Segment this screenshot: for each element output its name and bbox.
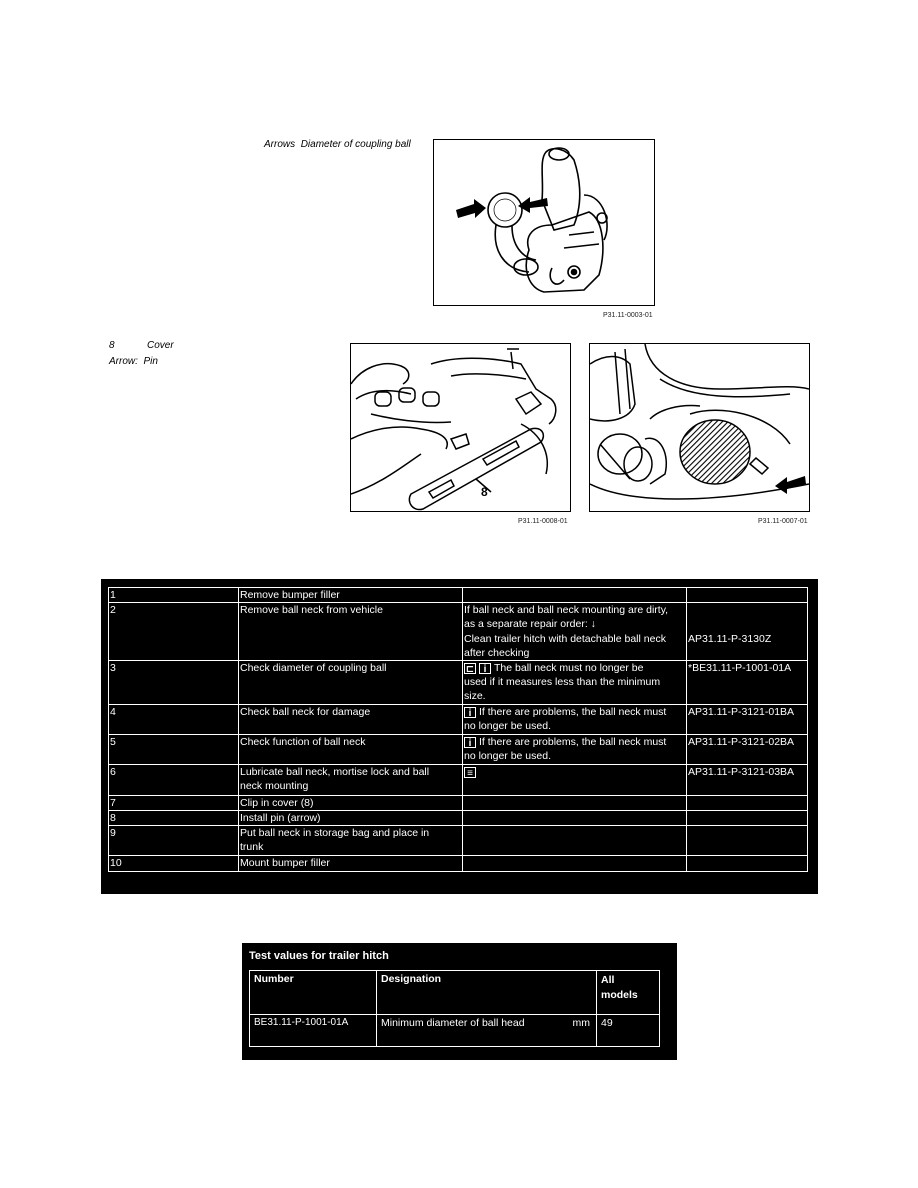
- step-number: 2: [109, 603, 239, 661]
- step-reference[interactable]: AP31.11-P-3121-02BA: [687, 734, 808, 764]
- unit-label: mm: [572, 1017, 590, 1029]
- lubricant-icon: ≡: [464, 767, 476, 778]
- note-line: If ball neck and ball neck mounting are dirty,: [464, 604, 669, 617]
- info-icon: i: [464, 707, 476, 718]
- table-header-row: [250, 971, 660, 1015]
- coupling-ball-illustration: [433, 139, 655, 306]
- step-reference: [687, 603, 808, 661]
- legend-pin: [109, 356, 158, 367]
- step-line: Lubricate ball neck, mortise lock and ball: [240, 765, 430, 778]
- test-value: 49: [597, 1015, 660, 1047]
- step-number: 7: [109, 795, 239, 810]
- step-note: [463, 810, 687, 825]
- step-note: [463, 826, 687, 856]
- step-number: 1: [109, 588, 239, 603]
- step-action: Clip in cover (8): [239, 795, 463, 810]
- step-reference: [687, 826, 808, 856]
- step-line: neck mounting: [240, 779, 309, 792]
- note-line: used if it measures less than the minimum: [464, 676, 661, 689]
- table-row: [109, 795, 808, 810]
- legend-cover: [109, 340, 174, 351]
- legend-cover-text: Cover: [147, 340, 174, 351]
- step-note: [463, 764, 687, 795]
- col-number-header: Number: [250, 971, 377, 1015]
- legend-pin-key: Arrow:: [109, 356, 138, 367]
- all-models-line2: models: [601, 989, 638, 1001]
- col-all-models-header: [597, 971, 660, 1015]
- step-action: Check ball neck for damage: [239, 704, 463, 734]
- note-line: no longer be used.: [464, 719, 551, 732]
- test-designation: [377, 1015, 597, 1047]
- step-reference[interactable]: AP31.11-P-3121-03BA: [687, 764, 808, 795]
- callout-8: 8: [481, 485, 488, 499]
- figure1-caption-key: Arrows: [264, 139, 296, 150]
- step-reference: [687, 856, 808, 872]
- note-line: as a separate repair order: ↓: [464, 618, 596, 631]
- test-values-table: [249, 970, 660, 1047]
- step-reference: [687, 810, 808, 825]
- table-row: [109, 856, 808, 872]
- step-action: Install pin (arrow): [239, 810, 463, 825]
- step-note: [463, 734, 687, 764]
- step-number: 4: [109, 704, 239, 734]
- step-number: 5: [109, 734, 239, 764]
- step-reference: [687, 795, 808, 810]
- test-number[interactable]: BE31.11-P-1001-01A: [250, 1015, 377, 1047]
- cover-clip-illustration: [350, 343, 571, 512]
- step-number: 9: [109, 826, 239, 856]
- table-row: [109, 810, 808, 825]
- step-note: [463, 795, 687, 810]
- step-reference[interactable]: AP31.11-P-3121-01BA: [687, 704, 808, 734]
- table-row: [109, 661, 808, 705]
- step-line: Put ball neck in storage bag and place in: [240, 827, 430, 840]
- test-values-title: Test values for trailer hitch: [249, 950, 389, 962]
- step-number: 8: [109, 810, 239, 825]
- table-row: [109, 603, 808, 661]
- info-icon: i: [479, 663, 491, 674]
- legend-pin-text: Pin: [143, 356, 158, 367]
- step-note: [463, 661, 687, 705]
- note-line: If there are problems, the ball neck must: [479, 735, 667, 748]
- table-row: [109, 826, 808, 856]
- step-action: [239, 826, 463, 856]
- note-line: after checking: [464, 646, 530, 659]
- step-reference[interactable]: *BE31.11-P-1001-01A: [687, 661, 808, 705]
- col-designation-header: Designation: [377, 971, 597, 1015]
- step-action: Check function of ball neck: [239, 734, 463, 764]
- table-row: [109, 704, 808, 734]
- table-row: [109, 588, 808, 603]
- figure2-right-image-id: P31.11-0007-01: [758, 518, 808, 525]
- step-action: Check diameter of coupling ball: [239, 661, 463, 705]
- step-reference: [687, 588, 808, 603]
- step-action: [239, 764, 463, 795]
- step-note: [463, 704, 687, 734]
- test-values-panel: [242, 943, 677, 1060]
- procedure-table: [101, 579, 818, 894]
- step-note: [463, 588, 687, 603]
- step-action: Remove bumper filler: [239, 588, 463, 603]
- step-note: [463, 856, 687, 872]
- note-line: If there are problems, the ball neck must: [479, 705, 667, 718]
- designation-text: Minimum diameter of ball head: [381, 1017, 525, 1029]
- table-row: [109, 764, 808, 795]
- figure1-caption-text: Diameter of coupling ball: [300, 139, 411, 150]
- note-line: no longer be used.: [464, 749, 551, 762]
- measuring-tool-icon: ⊏: [465, 664, 475, 676]
- step-number: 6: [109, 764, 239, 795]
- step-action: Remove ball neck from vehicle: [239, 603, 463, 661]
- info-icon: i: [464, 737, 476, 748]
- step-action: Mount bumper filler: [239, 856, 463, 872]
- note-line: The ball neck must no longer be: [494, 662, 644, 675]
- step-number: 10: [109, 856, 239, 872]
- figure1-caption: [264, 139, 411, 150]
- step-number: 3: [109, 661, 239, 705]
- step-line: trunk: [240, 841, 264, 854]
- pin-install-illustration: [589, 343, 810, 512]
- ref-link[interactable]: AP31.11-P-3130Z: [688, 632, 772, 645]
- figure2-left-image-id: P31.11-0008-01: [518, 518, 568, 525]
- figure1-image-id: P31.11-0003-01: [603, 312, 653, 319]
- note-line: Clean trailer hitch with detachable ball neck: [464, 632, 666, 645]
- note-line: size.: [464, 690, 486, 703]
- table-row: [109, 734, 808, 764]
- table-row: [250, 1015, 660, 1047]
- step-note: [463, 603, 687, 661]
- all-models-line1: All: [601, 974, 615, 986]
- legend-cover-key: 8: [109, 340, 115, 351]
